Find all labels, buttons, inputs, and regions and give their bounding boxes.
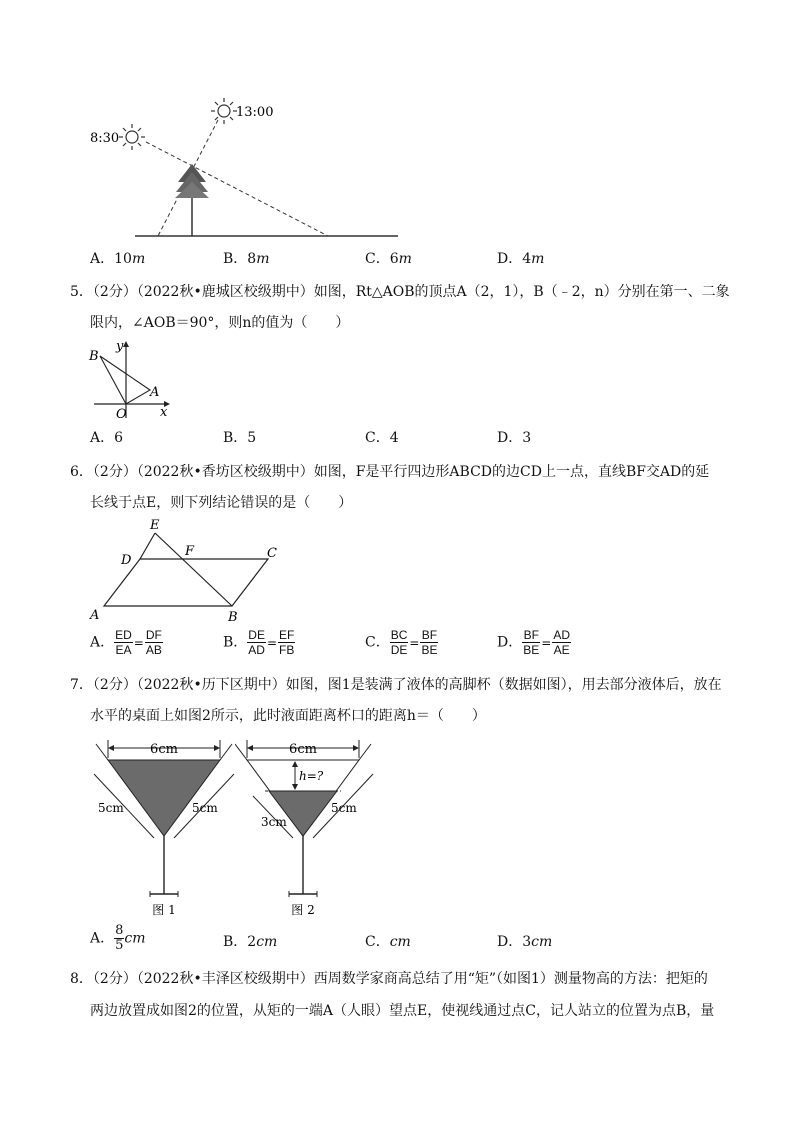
y-axis-label: y xyxy=(116,339,124,354)
q6-option-b[interactable]: B． $\frac{DE}{AD}$ = $\frac{EF}{FB}$ xyxy=(223,628,295,657)
q6-text-line2: 长线于点E，则下列结论错误的是（ ） xyxy=(90,495,353,511)
fig1-top-dimension: 6cm xyxy=(150,742,178,757)
q5-option-d[interactable]: D．3 xyxy=(497,430,532,446)
q8-text-line1: 8．（2分）（2022秋•丰泽区校级期中）西周数学家商高总结了用“矩”（如图1）测量物高的方法：把矩的 xyxy=(70,971,708,987)
q5-option-c[interactable]: C．4 xyxy=(365,430,399,446)
fig1-left-dimension: 5cm xyxy=(98,801,124,815)
point-a-label: A xyxy=(150,385,160,400)
q5-text-line1: 5．（2分）（2022秋•鹿城区校级期中）如图，Rt△AOB的顶点A（2，1），B（﹣2，n）分别在第一、二象 xyxy=(70,284,730,300)
q7-text-line2: 水平的桌面上如图2所示，此时液面距离杯口的距离h＝（ ） xyxy=(90,708,486,724)
q4-option-c[interactable]: C．6m xyxy=(365,251,412,267)
q8-text-line2: 两边放置成如图2的位置，从矩的一端A（人眼）望点E，使视线通过点C，记人站立的位置为点B，量 xyxy=(90,1003,715,1019)
origin-label: O xyxy=(116,407,127,422)
morning-time-label: 8:30 xyxy=(90,131,120,146)
q7-text-line1: 7．（2分）（2022秋•历下区期中）如图，图1是装满了液体的高脚杯（数据如图），用去部分液体后，放在 xyxy=(70,677,722,693)
morning-light-ray xyxy=(146,142,328,236)
q5-option-b[interactable]: B．5 xyxy=(223,430,257,446)
q4-sun-tree-figure xyxy=(80,92,420,242)
point-b-label: B xyxy=(89,349,99,364)
q5-text-line2: 限内，∠AOB＝90°，则n的值为（ ） xyxy=(90,315,350,331)
q7-option-d[interactable]: D．3cm xyxy=(497,934,553,950)
figure-2-caption: 图 2 xyxy=(291,903,315,917)
fig2-h-label: h=? xyxy=(299,769,324,783)
point-c-label: C xyxy=(267,546,277,561)
q7-option-a[interactable]: A． $\frac{8}{5}$ cm xyxy=(90,923,146,953)
point-e-label: E xyxy=(150,518,160,533)
fig2-right-dimension: 5cm xyxy=(331,801,357,815)
q4-option-a[interactable]: A．10m xyxy=(90,251,146,267)
fig2-top-dimension: 6cm xyxy=(289,742,317,757)
point-a-label: A xyxy=(90,608,100,623)
fig2-left-dimension: 3cm xyxy=(261,815,287,829)
noon-sun-icon xyxy=(211,98,237,124)
q6-text-line1: 6．（2分）（2022秋•香坊区校级期中）如图，F是平行四边形ABCD的边CD上一点，直线BF交AD的延 xyxy=(70,464,710,480)
fig1-right-dimension: 5cm xyxy=(192,801,218,815)
x-axis-label: x xyxy=(160,405,168,420)
q4-option-b[interactable]: B．8m xyxy=(223,251,270,267)
q6-option-d[interactable]: D． $\frac{BF}{BE}$ = $\frac{AD}{AE}$ xyxy=(497,628,570,657)
q7-option-c[interactable]: C．cm xyxy=(365,934,411,950)
q6-parallelogram-figure xyxy=(86,515,286,627)
tree-icon xyxy=(175,164,209,236)
q5-coordinate-figure xyxy=(86,336,186,422)
q6-option-a[interactable]: A． $\frac{ED}{EA}$ = $\frac{DF}{AB}$ xyxy=(90,628,162,657)
q7-goblet-figure-2 xyxy=(235,734,395,922)
morning-sun-icon xyxy=(119,124,145,150)
point-d-label: D xyxy=(121,553,132,568)
q4-option-d[interactable]: D．4m xyxy=(497,251,545,267)
q7-goblet-figure-1 xyxy=(86,734,246,922)
noon-time-label: 13:00 xyxy=(236,105,274,120)
q6-option-c[interactable]: C． $\frac{BC}{DE}$ = $\frac{BF}{BE}$ xyxy=(365,628,438,657)
q5-option-a[interactable]: A．6 xyxy=(90,430,124,446)
q7-option-b[interactable]: B．2cm xyxy=(223,934,278,950)
point-b-label: B xyxy=(228,610,238,625)
figure-1-caption: 图 1 xyxy=(152,903,176,917)
point-f-label: F xyxy=(185,544,195,559)
